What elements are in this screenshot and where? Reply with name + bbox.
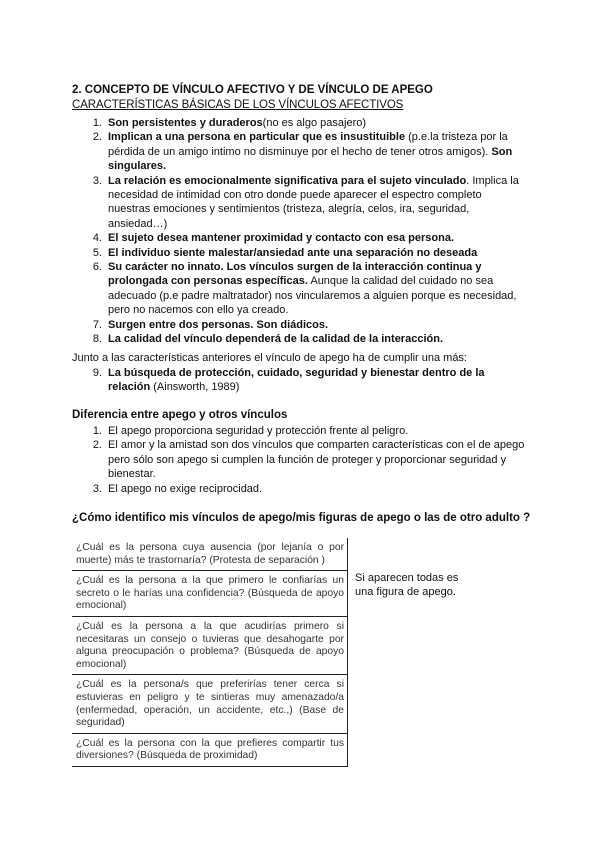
questions-table: [72, 538, 348, 767]
list-item: 3. La relación es emocionalmente significativa para el sujeto vinculado. Implica la necesidad de intimidad con otro donde puede aparecer el espectro completo nuestras emociones y sentimientos (tristeza, alegría, celos, ira, seguridad, ansiedad…): [92, 174, 519, 230]
list-item: 5. El individuo siente malestar/ansiedad ante una separación no deseada: [92, 246, 478, 259]
ninth-characteristic: [92, 366, 526, 395]
question-cell: ¿Cuál es la persona/s que preferirías tener cerca si estuvieras en peligro y te sintieras muy amenazado/a (enfermedad, operación, un accidente, etc.,) (Base de seguridad): [72, 675, 347, 733]
list-item: 9. La búsqueda de protección, cuidado, seguridad y bienestar dentro de la relación (Ainsworth, 1989): [92, 367, 485, 394]
question-cell: ¿Cuál es la persona con la que prefieres compartir tus diversiones? (Búsqueda de proximidad): [72, 734, 347, 767]
list-item: 3. El apego no exige reciprocidad.: [92, 482, 263, 495]
difference-title: Diferencia entre apego y otros vínculos: [72, 409, 288, 421]
list-item: 4. El sujeto desea mantener proximidad y contacto con esa persona.: [92, 232, 454, 245]
section-heading: 2. CONCEPTO DE VÍNCULO AFECTIVO Y DE VÍNCULO DE APEGO: [72, 84, 433, 96]
side-note: Si aparecen todas es una figura de apego.: [355, 572, 459, 599]
ninth-intro: Junto a las características anteriores el vínculo de apego ha de cumplir una más:: [72, 352, 467, 364]
section-subheading: CARACTERÍSTICAS BÁSICAS DE LOS VÍNCULOS AFECTIVOS: [72, 99, 404, 111]
list-item: 8. La calidad del vínculo dependerá de la calidad de la interacción.: [92, 333, 443, 346]
list-item: 1. Son persistentes y duraderos(no es algo pasajero): [92, 117, 367, 129]
list-item: 6. Su carácter no innato. Los vínculos surgen de la interacción continua y prolongada con personas específicas. Aunque la calidad del cuidado no sea adecuado (p.e padre maltratador) nos vincularemos a alguien porque es necesidad, pero no nacemos con ello ya creado.: [92, 261, 517, 317]
list-item: 2. Implican a una persona en particular que es insustituible (p.e.la tristeza por la pérdida de un amigo intimo no disminuye por el hecho de tener otros amigos). Son singulares.: [92, 131, 513, 173]
question-cell: ¿Cuál es la persona a la que acudirías primero si necesitaras un consejo o tuvieras que desahogarte por alguna preocupación o problema? (Búsqueda de apoyo emocional): [72, 617, 347, 675]
list-item: 2. El amor y la amistad son dos vínculos que comparten características con el de apego pero sólo son apego si cumplen la función de proteger y proporcionar seguridad y bienestar.: [92, 439, 525, 481]
question-cell: ¿Cuál es la persona a la que primero le confiarías un secreto o le harías una confidencia? (Búsqueda de apoyo emocional): [72, 571, 347, 617]
list-item: 7. Surgen entre dos personas. Son diádicos.: [92, 318, 329, 331]
question-title: ¿Cómo identifico mis vínculos de apego/mis figuras de apego o las de otro adulto ?: [72, 512, 531, 524]
question-cell: ¿Cuál es la persona cuya ausencia (por lejanía o por muerte) más te trastornaría? (Protesta de separación ): [72, 538, 347, 571]
differences-list: [92, 424, 526, 496]
list-item: 1. El apego proporciona seguridad y protección frente al peligro.: [92, 425, 409, 437]
characteristics-list: [92, 116, 526, 347]
